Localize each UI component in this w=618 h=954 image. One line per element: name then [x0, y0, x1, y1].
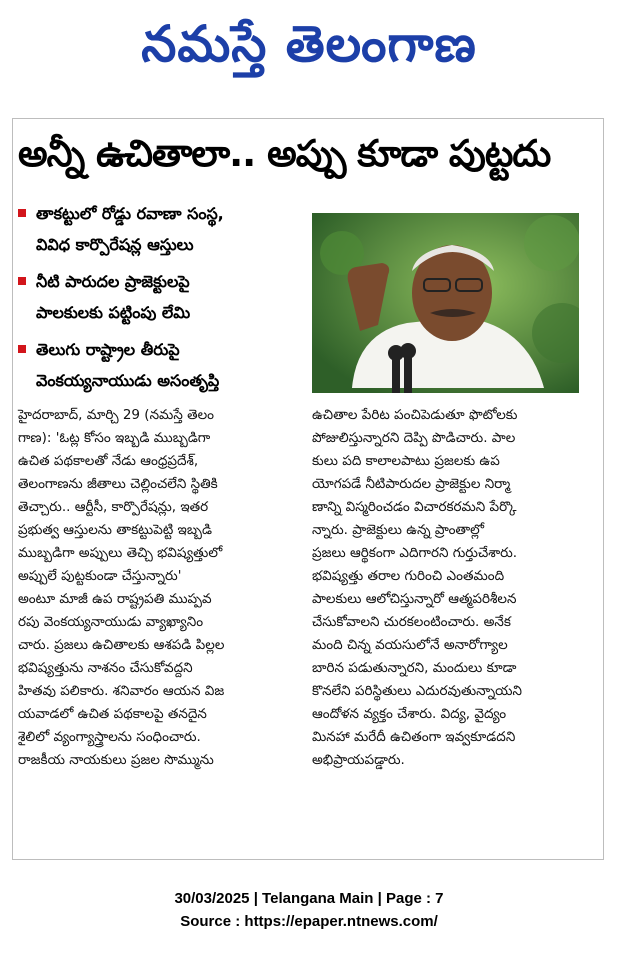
masthead [0, 0, 618, 100]
newspaper-title: నమస్తే తెలంగాణ [141, 14, 477, 73]
speaker-photo-illustration [312, 213, 579, 393]
highlight-text: తెలుగు రాష్ట్రాల తీరుపై వెంకయ్యనాయుడు అసంతృప్తి [36, 340, 220, 390]
highlight-item [18, 334, 308, 396]
article-body-right-column: ఉచితాల పేరిట పంచిపెడుతూ ఫొటోలకు పోజులిస్తున్నారని దెప్పి పొడిచారు. పాల కులు పది కాలాలపాటు ప్రజలకు ఉప యోగపడే నీటిపారుదల ప్రాజెక్టుల నిర్మా ణాన్ని విస్మరించడం విచారకరమని పేర్కొ న్నారు. ప్రాజెక్టులు ఉన్న ప్రాంతాల్లో ప్రజలు ఆర్థికంగా ఎదిగారని గుర్తుచేశారు. భవిష్యత్తు తరాల గురించి ఎంతమంది పాలకులు ఆలోచిస్తున్నారో ఆత్మపరిశీలన చేసుకోవాలని చురకలంటించారు. అనేక మంది చిన్న వయసులోనే అనారోగ్యాల బారిన పడుతున్నారని, మందులు కూడా కొనలేని పరిస్థితులు ఎదురవుతున్నాయని ఆందోళన వ్యక్తం చేశారు. విద్య, వైద్యం మినహా మరేదీ ఉచితంగా ఇవ్వకూడదని అభిప్రాయపడ్డారు. [312, 407, 522, 768]
article-body-left-column: హైదరాబాద్, మార్చి 29 (నమస్తే తెలం గాణ): 'ఓట్ల కోసం ఇబ్బడి ముబ్బడిగా ఉచిత పథకాలతో నేడు ఆంధ్రప్రదేశ్, తెలంగాణను జీతాలు చెల్లించలేని స్థితికి తెచ్చారు.. ఆర్టీసీ, కార్పొరేషన్లు, ఇతర ప్రభుత్వ ఆస్తులను తాకట్టుపెట్టి ఇబ్బడి ముబ్బడిగా అప్పులు తెచ్చి భవిష్యత్తులో అప్పులే పుట్టకుండా చేస్తున్నారు' అంటూ మాజీ ఉప రాష్ట్రపతి ముప్పవ రపు వెంకయ్యనాయుడు వ్యాఖ్యానిం చారు. ప్రజలు ఉచితాలకు ఆశపడి పిల్లల భవిష్యత్తును నాశనం చేసుకోవద్దని హితవు పలికారు. శనివారం ఆయన విజ యవాడలో ఉచిత పథకాలపై తనదైన శైలిలో వ్యంగ్యాస్త్రాలను సంధించారు. రాజకీయ నాయకులు ప్రజల సొమ్మును [18, 407, 225, 768]
square-bullet-icon [18, 345, 26, 353]
article-highlights [18, 198, 308, 402]
square-bullet-icon [18, 209, 26, 217]
source-url: Source : https://epaper.ntnews.com/ [180, 913, 438, 930]
highlight-text: నీటి పారుదల ప్రాజెక్టులపై పాలకులకు పట్టింపు లేమి [36, 272, 191, 322]
article-headline: అన్నీ ఉచితాలా.. అప్పు కూడా పుట్టదు [18, 132, 551, 175]
highlight-text: తాకట్టులో రోడ్డు రవాణా సంస్థ, వివిధ కార్పొరేషన్ల ఆస్తులు [36, 204, 224, 254]
highlight-item [18, 266, 308, 328]
highlight-item [18, 198, 308, 260]
edition-info: 30/03/2025 | Telangana Main | Page : 7 [174, 890, 444, 907]
square-bullet-icon [18, 277, 26, 285]
article-photo [312, 213, 579, 393]
